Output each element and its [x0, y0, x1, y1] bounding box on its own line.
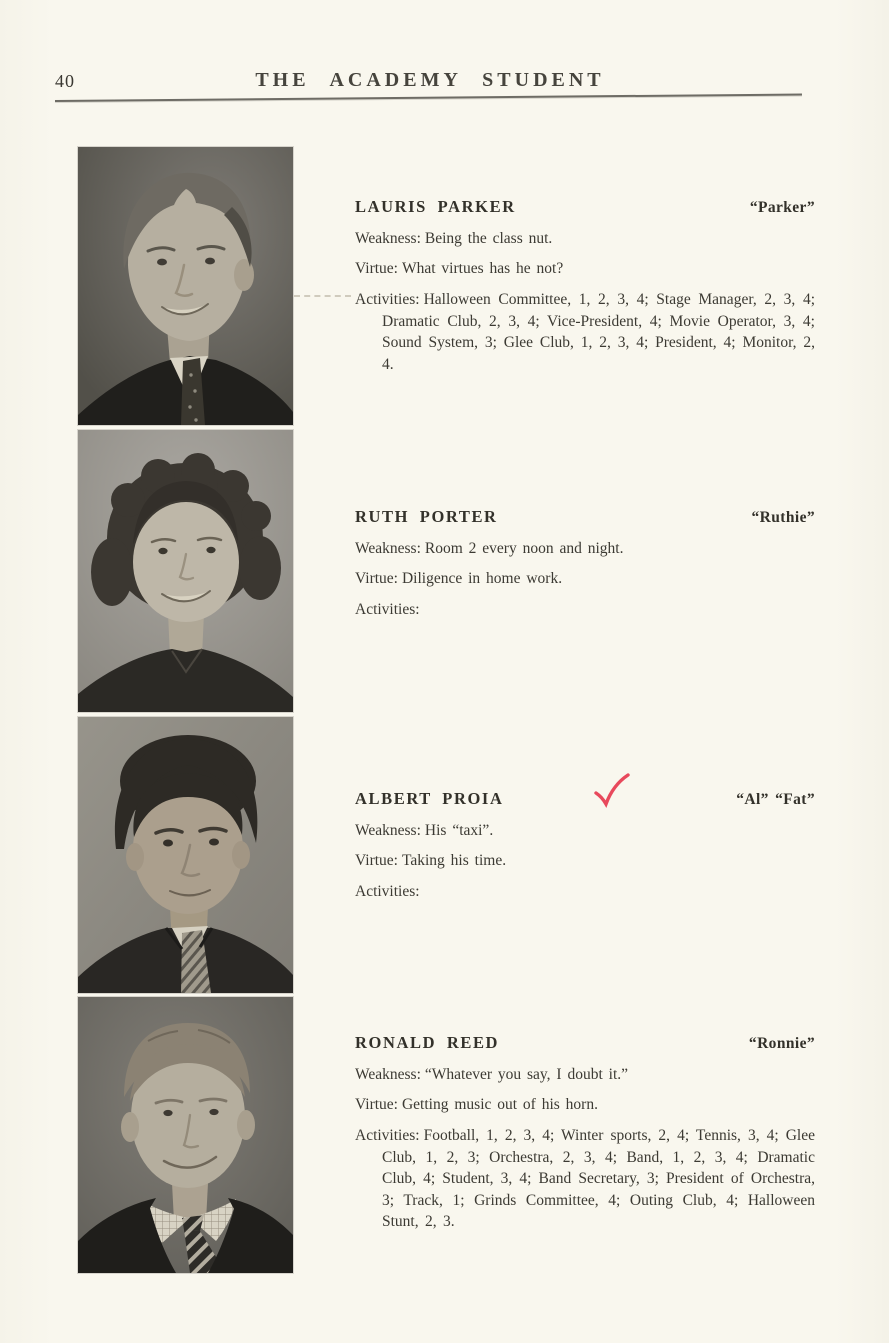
activities-label: Activities:	[355, 601, 420, 618]
page-number: 40	[55, 71, 75, 91]
activities-line	[355, 599, 815, 621]
page-title: THE ACADEMY STUDENT	[255, 69, 605, 91]
weakness-line	[355, 229, 815, 248]
student-nickname: “Al” “Fat”	[736, 791, 815, 808]
activities-line	[355, 289, 815, 375]
weakness-line	[355, 539, 815, 558]
virtue-value: Getting music out of his horn.	[401, 1096, 598, 1113]
virtue-value: Diligence in home work.	[401, 570, 563, 587]
entry-ruth-porter	[355, 507, 815, 621]
weakness-label: Weakness:	[355, 230, 421, 247]
activities-label: Activities:	[355, 1127, 420, 1144]
portrait-illustration	[78, 147, 293, 425]
activities-label: Activities:	[355, 883, 420, 900]
entry-ronald-reed	[355, 1033, 815, 1233]
weakness-line	[355, 1065, 815, 1084]
virtue-label: Virtue:	[355, 570, 398, 587]
photo-ronald-reed	[78, 997, 293, 1273]
scan-dashed-line-artifact	[294, 295, 351, 297]
header-rule	[55, 93, 802, 102]
student-name: LAURIS PARKER	[355, 197, 516, 216]
photo-albert-proia	[78, 717, 293, 993]
virtue-line	[355, 851, 815, 870]
student-nickname: “Parker”	[749, 199, 815, 216]
student-nickname: “Ruthie”	[751, 509, 815, 526]
red-checkmark-annotation	[592, 772, 632, 810]
entry-lauris-parker	[355, 197, 815, 375]
virtue-value: What virtues has he not?	[401, 260, 564, 277]
activities-value: Halloween Committee, 1, 2, 3, 4; Stage Manager, 2, 3, 4; Dramatic Club, 2, 3, 4; Vice-President, 4; Movie Operator, 3, 4; Sound System, 3; Glee Club, 1, 2, 3, 4; President, 4; Monitor, 2, 4.	[382, 291, 815, 373]
virtue-label: Virtue:	[355, 1096, 398, 1113]
weakness-label: Weakness:	[355, 822, 421, 839]
activities-value: Football, 1, 2, 3, 4; Winter sports, 2, 4; Tennis, 3, 4; Glee Club, 1, 2, 3; Orchestra, 2, 3, 4; Band, 1, 2, 3, 4; Dramatic Club, 4; Student, 3, 4; Band Secretary, 3; President of Orchestra, 3; Track, 1; Grinds Committee, 4; Outing Club, 4; Halloween Stunt, 2, 3.	[382, 1127, 815, 1230]
virtue-label: Virtue:	[355, 852, 398, 869]
activities-line	[355, 881, 815, 903]
virtue-line	[355, 259, 815, 278]
activities-label: Activities:	[355, 291, 420, 308]
weakness-value: His “taxi”.	[424, 822, 494, 839]
photo-lauris-parker	[78, 147, 293, 425]
portrait-illustration	[78, 430, 293, 712]
virtue-line	[355, 1095, 815, 1114]
portrait-illustration	[78, 717, 293, 993]
weakness-label: Weakness:	[355, 540, 421, 557]
student-name: ALBERT PROIA	[355, 789, 504, 808]
virtue-line	[355, 569, 815, 588]
entry-albert-proia	[355, 789, 815, 903]
student-nickname: “Ronnie”	[748, 1035, 815, 1052]
weakness-label: Weakness:	[355, 1066, 421, 1083]
activities-line	[355, 1125, 815, 1233]
weakness-value: “Whatever you say, I doubt it.”	[424, 1066, 629, 1083]
portrait-illustration	[78, 997, 293, 1273]
weakness-value: Being the class nut.	[424, 230, 553, 247]
virtue-value: Taking his time.	[401, 852, 507, 869]
weakness-value: Room 2 every noon and night.	[424, 540, 624, 557]
student-name: RUTH PORTER	[355, 507, 498, 526]
photo-ruth-porter	[78, 430, 293, 712]
student-name: RONALD REED	[355, 1033, 500, 1052]
virtue-label: Virtue:	[355, 260, 398, 277]
weakness-line	[355, 821, 815, 840]
